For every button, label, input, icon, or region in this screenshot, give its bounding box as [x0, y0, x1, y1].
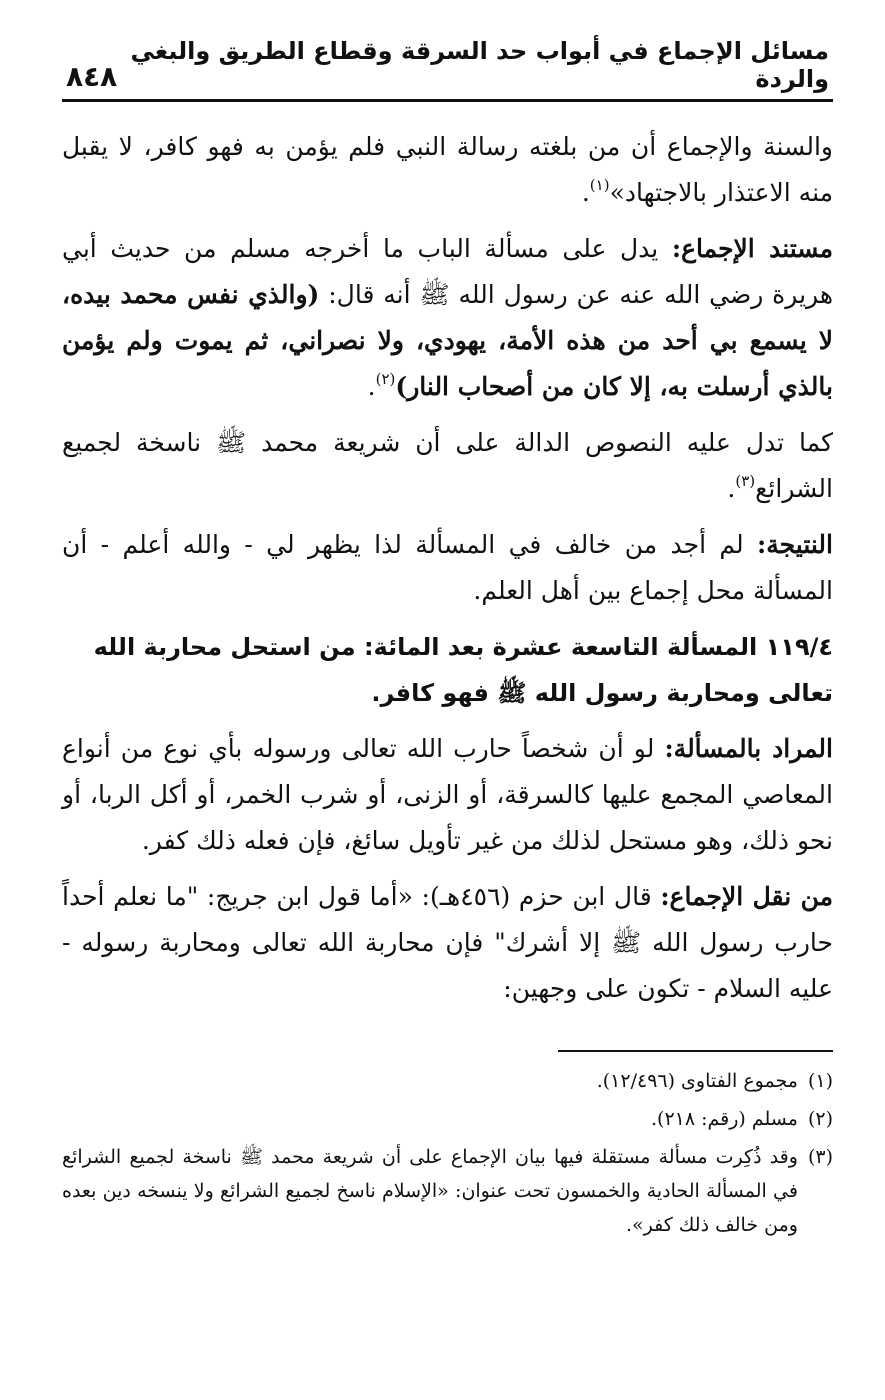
paragraph-text: كما تدل عليه النصوص الدالة على أن شريعة محمد ﷺ ناسخة لجميع الشرائع	[62, 428, 833, 503]
footnote-separator	[558, 1050, 833, 1052]
running-title: مسائل الإجماع في أبواب حد السرقة وقطاع الطريق والبغي والردة	[130, 37, 829, 93]
paragraph-text: لو أن شخصاً حارب الله تعالى ورسوله بأي نوع من أنواع المعاصي المجمع عليها كالسرقة، أو الزنى، أو شرب الخمر، أو أكل الربا، أو نحو ذلك، وهو مستحل لذلك من غير تأويل سائغ، فإن فعله ذلك كفر.	[62, 734, 833, 855]
hadith-text: (والذي نفس محمد بيده، لا يسمع بي أحد من هذه الأمة، يهودي، ولا نصراني، ثم يموت ولم يؤمن بالذي أرسلت به، إلا كان من أصحاب النار)	[62, 280, 833, 401]
paragraph-text: يدل على مسألة الباب ما أخرجه مسلم من حديث أبي هريرة رضي الله عنه عن رسول الله ﷺ أنه قال:	[62, 234, 834, 309]
footnote-number: (٢)	[807, 1108, 833, 1130]
paragraph-abrogation	[62, 420, 833, 512]
footnote-text: وقد ذُكِرت مسألة مستقلة فيها بيان الإجماع على أن شريعة محمد ﷺ ناسخة لجميع الشرائع في المسألة الحادية والخمسون تحت عنوان: «الإسلام ناسخ لجميع الشرائع ولا ينسخه دين بعده ومن خالف ذلك كفر».	[62, 1146, 798, 1236]
paragraph-tail: .	[727, 474, 736, 503]
paragraph-tail: .	[367, 372, 376, 401]
footnote-number: (٣)	[807, 1146, 833, 1168]
page-number: ٨٤٨	[66, 60, 118, 93]
footnote-item	[62, 1140, 833, 1242]
paragraph-text: والسنة والإجماع أن من بلغته رسالة النبي فلم يؤمن به فهو كافر، لا يقبل منه الاعتذار بالاجتهاد»	[62, 132, 833, 207]
footnotes	[62, 1064, 833, 1242]
paragraph-consensus-quote	[62, 124, 833, 216]
running-header	[62, 37, 833, 102]
paragraph-text: قال ابن حزم (٤٥٦هـ): «أما قول ابن جريج: "ما نعلم أحداً حارب رسول الله ﷺ إلا أشرك" فإن محاربة الله تعالى ومحاربة رسوله - عليه السلام - تكون على وجهين:	[62, 882, 833, 1003]
footnote-number: (١)	[807, 1070, 833, 1092]
paragraph-tail: .	[581, 178, 590, 207]
section-label-transmitters: من نقل الإجماع:	[660, 882, 834, 911]
paragraph-transmitters	[62, 874, 833, 1012]
footnote-text: مجموع الفتاوى (١٢/٤٩٦).	[596, 1070, 798, 1092]
paragraph-meaning	[62, 726, 833, 864]
footnote-text: مسلم (رقم: ٢١٨).	[651, 1108, 798, 1130]
paragraph-result	[62, 522, 833, 614]
section-label-result: النتيجة:	[757, 530, 833, 559]
paragraph-evidence	[62, 226, 833, 410]
section-label-meaning: المراد بالمسألة:	[664, 734, 833, 763]
footnote-ref-3[interactable]: (٣)	[735, 472, 756, 490]
paragraph-text: لم أجد من خالف في المسألة لذا يظهر لي - والله أعلم - أن المسألة محل إجماع بين أهل العلم.	[62, 530, 833, 605]
section-label-evidence: مستند الإجماع:	[671, 234, 834, 263]
main-text	[62, 124, 833, 1012]
footnote-item	[62, 1102, 833, 1136]
footnote-ref-1[interactable]: (١)	[589, 176, 610, 194]
footnote-ref-2[interactable]: (٢)	[375, 370, 396, 388]
footnote-item	[62, 1064, 833, 1098]
issue-heading: ١١٩/٤ المسألة التاسعة عشرة بعد المائة: من استحل محاربة الله تعالى ومحاربة رسول الله ﷺ فهو كافر.	[93, 633, 833, 707]
